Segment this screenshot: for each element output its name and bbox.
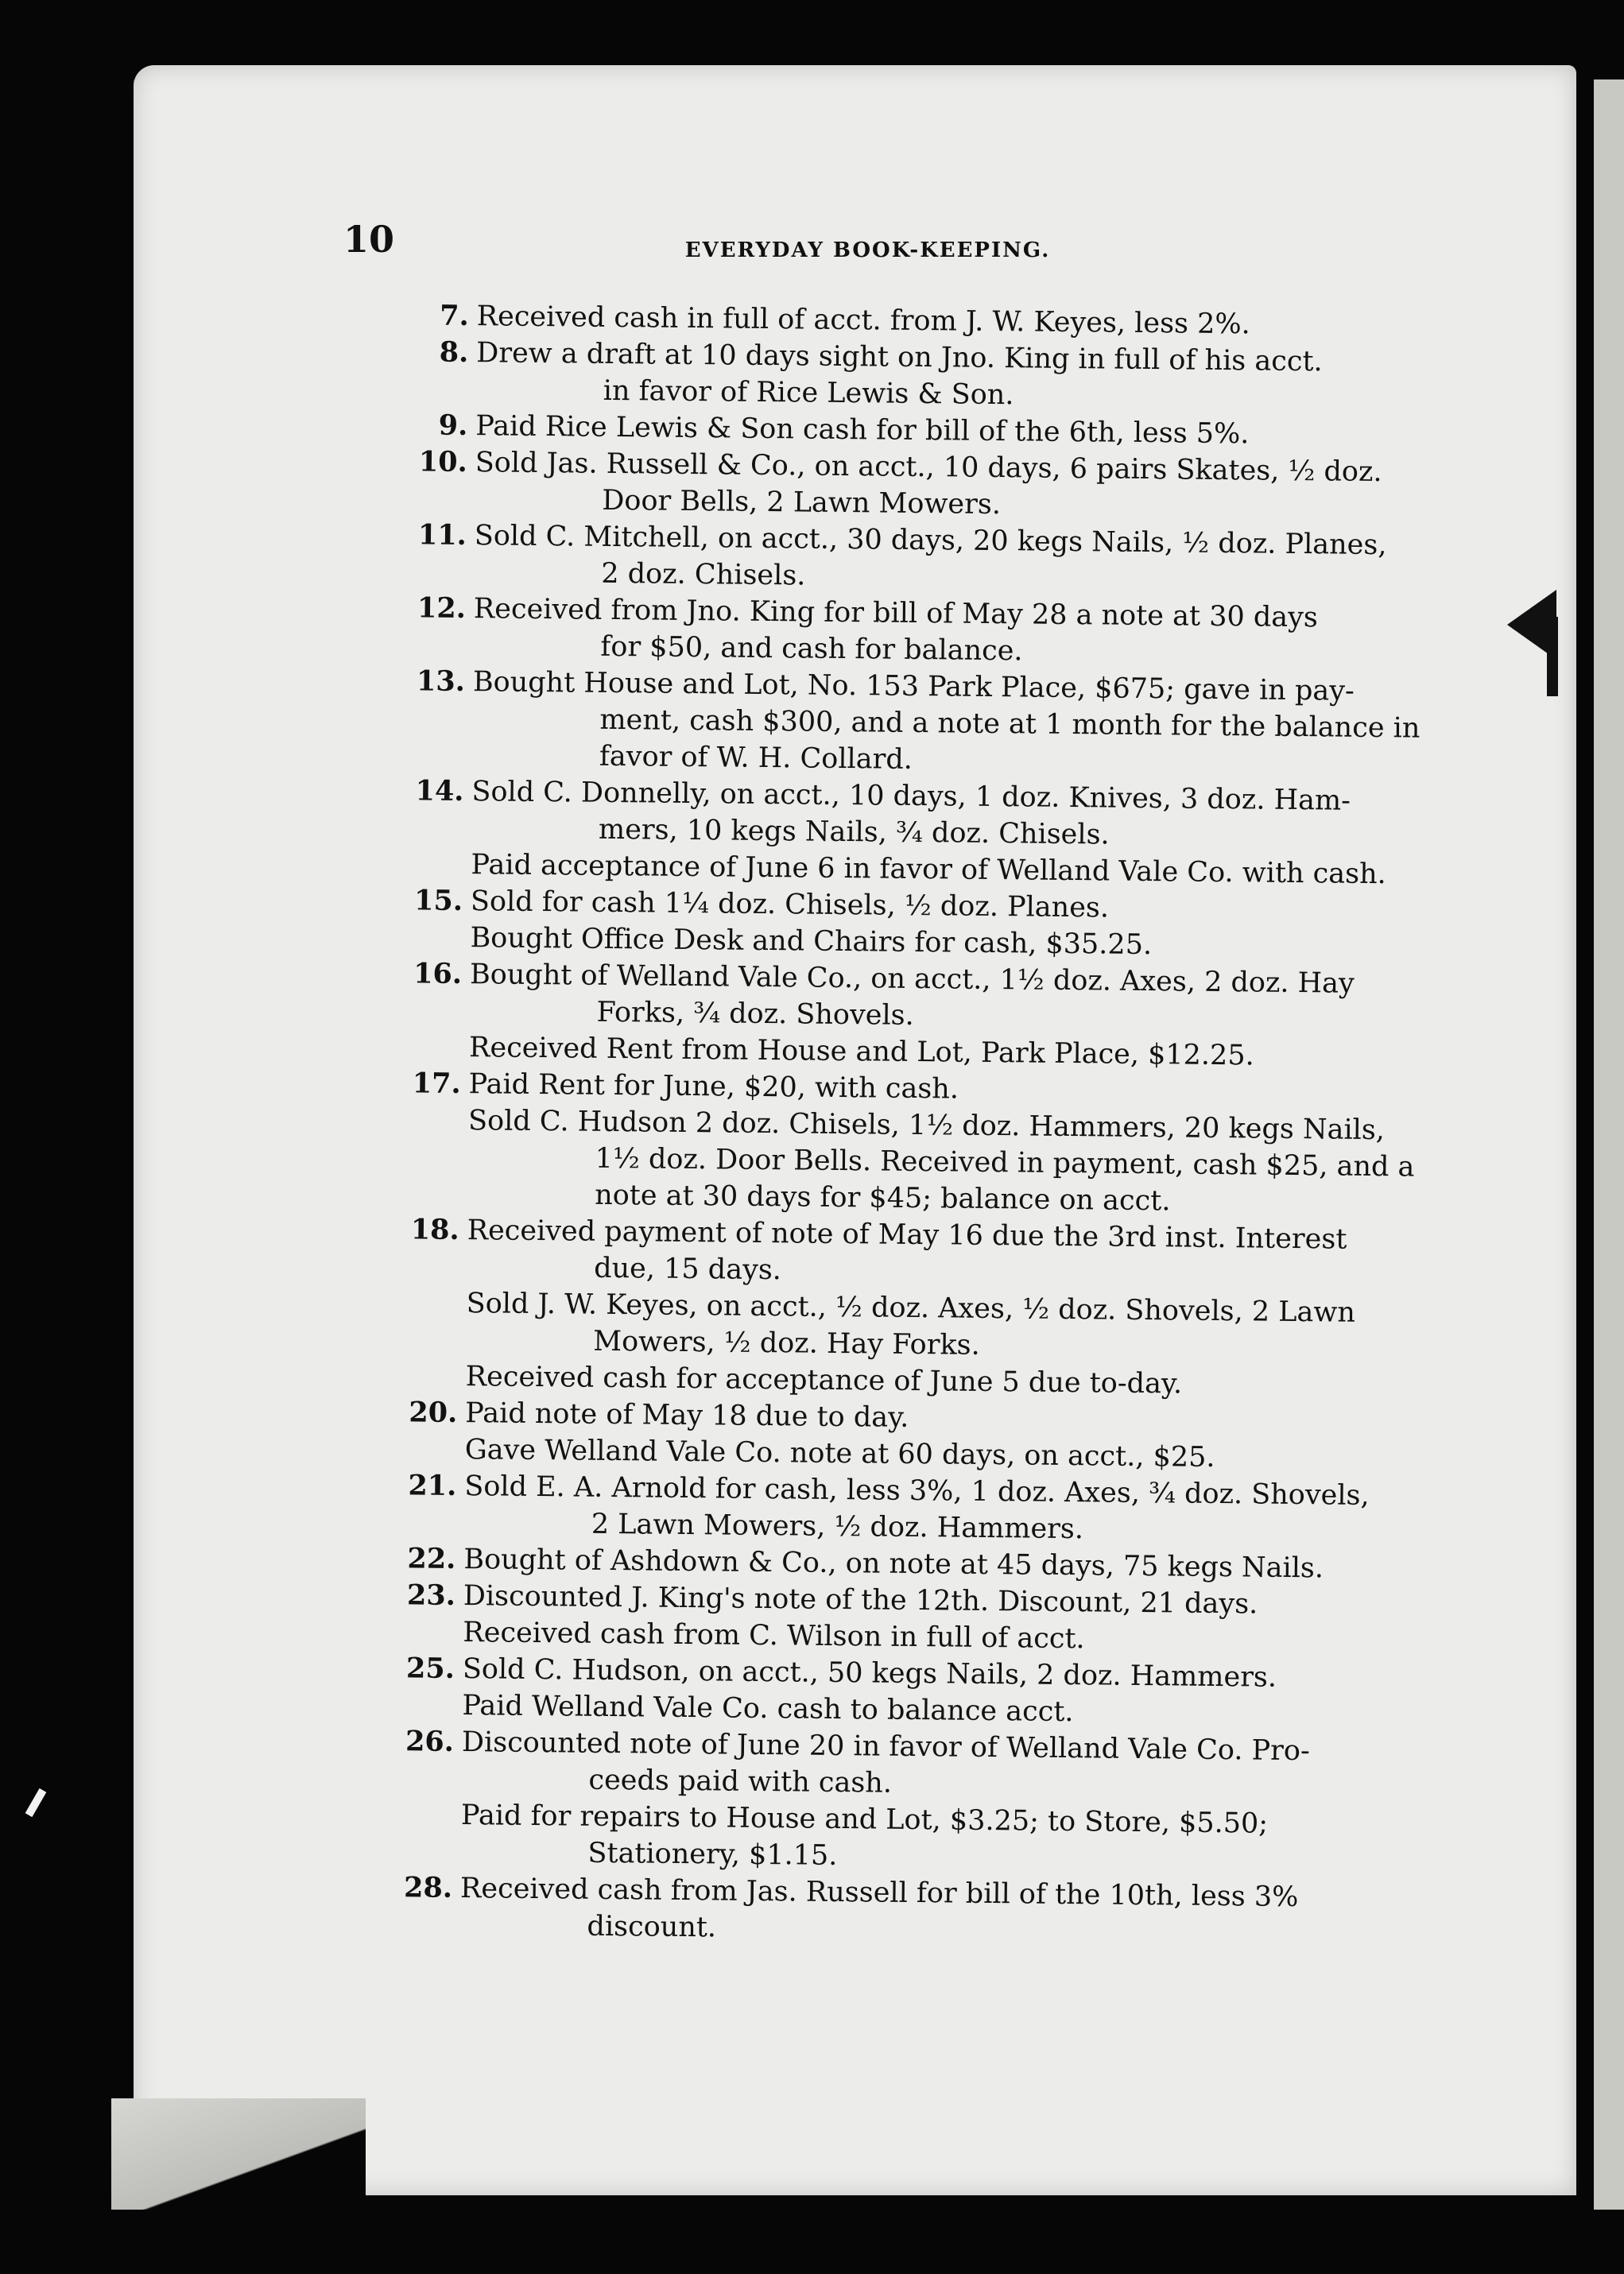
journal-entry <box>384 773 1466 857</box>
journal-entries-list <box>372 297 1471 1954</box>
entry-text: Sold C. Mitchell, on acct., 30 days, 20 kegs Nails, ½ doz. Planes, <box>474 520 1387 562</box>
journal-entry <box>385 663 1467 784</box>
journal-entry <box>389 334 1471 418</box>
entry-text: Sold Jas. Russell & Co., on acct., 10 days, 6 pairs Skates, ½ doz. <box>475 447 1382 489</box>
entry-text: mers, 10 kegs Nails, ¾ doz. Chisels. <box>598 813 1110 851</box>
entry-day-number: 15. <box>413 884 463 918</box>
journal-entry <box>386 517 1468 601</box>
journal-entry <box>372 1869 1454 1954</box>
entry-day-number: 11. <box>417 518 467 552</box>
entry-day-number: 10. <box>418 445 468 479</box>
running-head: EVERYDAY BOOK-KEEPING. <box>684 238 1051 262</box>
entry-text: discount. <box>587 1910 717 1944</box>
journal-entry <box>377 1467 1459 1552</box>
entry-text: Paid Rice Lewis & Son cash for bill of the 6th, less 5%. <box>475 410 1250 451</box>
entry-text: 2 doz. Chisels. <box>601 557 806 592</box>
entry-text: 2 Lawn Mowers, ½ doz. Hammers. <box>591 1508 1084 1546</box>
entry-text: Received cash from C. Wilson in full of acct. <box>463 1617 1085 1656</box>
entry-text: Drew a draft at 10 days sight on Jno. King in full of his acct. <box>476 337 1323 378</box>
margin-speck <box>25 1788 47 1817</box>
entry-text: Bought of Welland Vale Co., on acct., 1½ doz. Axes, 2 doz. Hay <box>469 959 1355 1000</box>
entry-text: Received cash for acceptance of June 5 due to-day. <box>465 1361 1183 1400</box>
facing-page-edge <box>1594 79 1624 2210</box>
entry-text: Paid Welland Vale Co. cash to balance acct. <box>462 1690 1074 1729</box>
entry-day-number: 12. <box>417 591 467 626</box>
entry-text: Paid for repairs to House and Lot, $3.25; to Store, $5.50; <box>460 1799 1269 1840</box>
entry-text: Bought House and Lot, No. 153 Park Place, $675; gave in pay- <box>472 666 1355 707</box>
entry-text: Received cash from Jas. Russell for bill of the 10th, less 3% <box>459 1873 1299 1914</box>
entry-text: Received cash in full of acct. from J. W. Keyes, less 2%. <box>476 300 1250 341</box>
journal-entry <box>379 1211 1461 1296</box>
entry-day-number: 25. <box>405 1652 455 1685</box>
entry-text: Sold C. Hudson, on acct., 50 kegs Nails, 2 doz. Hammers. <box>462 1653 1277 1694</box>
entry-text: Sold J. W. Keyes, on acct., ½ doz. Axes, ½ doz. Shovels, 2 Lawn <box>466 1288 1356 1329</box>
entry-text: 1½ doz. Door Bells. Received in payment, cash $25, and a <box>595 1142 1415 1183</box>
entry-day-number: 28. <box>403 1871 453 1904</box>
entry-text: Mowers, ½ doz. Hay Forks. <box>593 1325 980 1362</box>
entry-text: Bought of Ashdown & Co., on note at 45 days, 75 kegs Nails. <box>463 1544 1324 1585</box>
entry-text: Received Rent from House and Lot, Park Place, $12.25. <box>468 1032 1254 1072</box>
entry-day-number: 18. <box>410 1213 459 1246</box>
entry-day-number: 14. <box>415 774 464 808</box>
journal-entry <box>387 444 1469 528</box>
entry-text: Discounted note of June 20 in favor of Welland Vale Co. Pro- <box>461 1726 1311 1768</box>
entry-day-number: 8. <box>439 335 469 370</box>
entry-text: Forks, ¾ doz. Shovels. <box>596 996 914 1032</box>
entry-text: Gave Welland Vale Co. note at 60 days, on acct., $25. <box>464 1434 1215 1474</box>
entry-text: favor of W. H. Collard. <box>599 740 913 776</box>
journal-entry <box>373 1796 1455 1881</box>
entry-text: Received payment of note of May 16 due the 3rd inst. Interest <box>467 1214 1347 1256</box>
journal-entry <box>386 590 1467 674</box>
journal-entry <box>378 1284 1460 1369</box>
entry-text: Paid acceptance of June 6 in favor of Welland Vale Co. with cash. <box>471 849 1386 891</box>
entry-day-number: 21. <box>408 1469 457 1502</box>
margin-pointer-mark-icon <box>1507 590 1556 660</box>
entry-text: Sold C. Donnelly, on acct., 10 days, 1 doz. Knives, 3 doz. Ham- <box>471 776 1351 817</box>
entry-text: Received from Jno. King for bill of May 28 a note at 30 days <box>473 593 1319 634</box>
entry-text: Sold E. A. Arnold for cash, less 3%, 1 doz. Axes, ¾ doz. Shovels, <box>464 1470 1370 1512</box>
entry-text: Paid Rent for June, $20, with cash. <box>468 1068 959 1106</box>
journal-entry <box>380 1102 1462 1222</box>
journal-entry <box>382 955 1463 1040</box>
entry-day-number: 7. <box>439 299 469 333</box>
entry-text: Sold for cash 1¼ doz. Chisels, ½ doz. Planes. <box>470 885 1110 924</box>
entry-day-number: 26. <box>405 1725 455 1758</box>
entry-text: Sold C. Hudson 2 doz. Chisels, 1½ doz. Hammers, 20 kegs Nails, <box>467 1105 1386 1147</box>
entry-day-number: 9. <box>438 409 468 443</box>
entry-text: Discounted J. King's note of the 12th. Discount, 21 days. <box>463 1580 1258 1621</box>
entry-text: Stationery, $1.15. <box>587 1837 838 1873</box>
entry-text: ceeds paid with cash. <box>588 1764 893 1799</box>
entry-text: Paid note of May 18 due to day. <box>465 1397 909 1434</box>
entry-text: for $50, and cash for balance. <box>600 630 1023 668</box>
entry-text: due, 15 days. <box>594 1252 782 1287</box>
page-corner-fold <box>111 2098 366 2210</box>
entry-day-number: 16. <box>413 957 463 990</box>
entry-day-number: 20. <box>409 1396 458 1429</box>
entry-text: ment, cash $300, and a note at 1 month for the balance in <box>599 703 1421 745</box>
entry-day-number: 22. <box>407 1542 456 1575</box>
entry-day-number: 23. <box>406 1579 456 1612</box>
entry-text: Door Bells, 2 Lawn Mowers. <box>602 484 1002 521</box>
page-number: 10 <box>343 218 395 261</box>
entry-text: note at 30 days for $45; balance on acct. <box>594 1179 1171 1218</box>
entry-day-number: 17. <box>412 1067 461 1100</box>
entry-day-number: 13. <box>416 664 466 699</box>
entry-text: in favor of Rice Lewis & Son. <box>603 374 1014 412</box>
entry-text: Bought Office Desk and Chairs for cash, $35.25. <box>470 922 1153 962</box>
journal-entry <box>374 1723 1455 1807</box>
